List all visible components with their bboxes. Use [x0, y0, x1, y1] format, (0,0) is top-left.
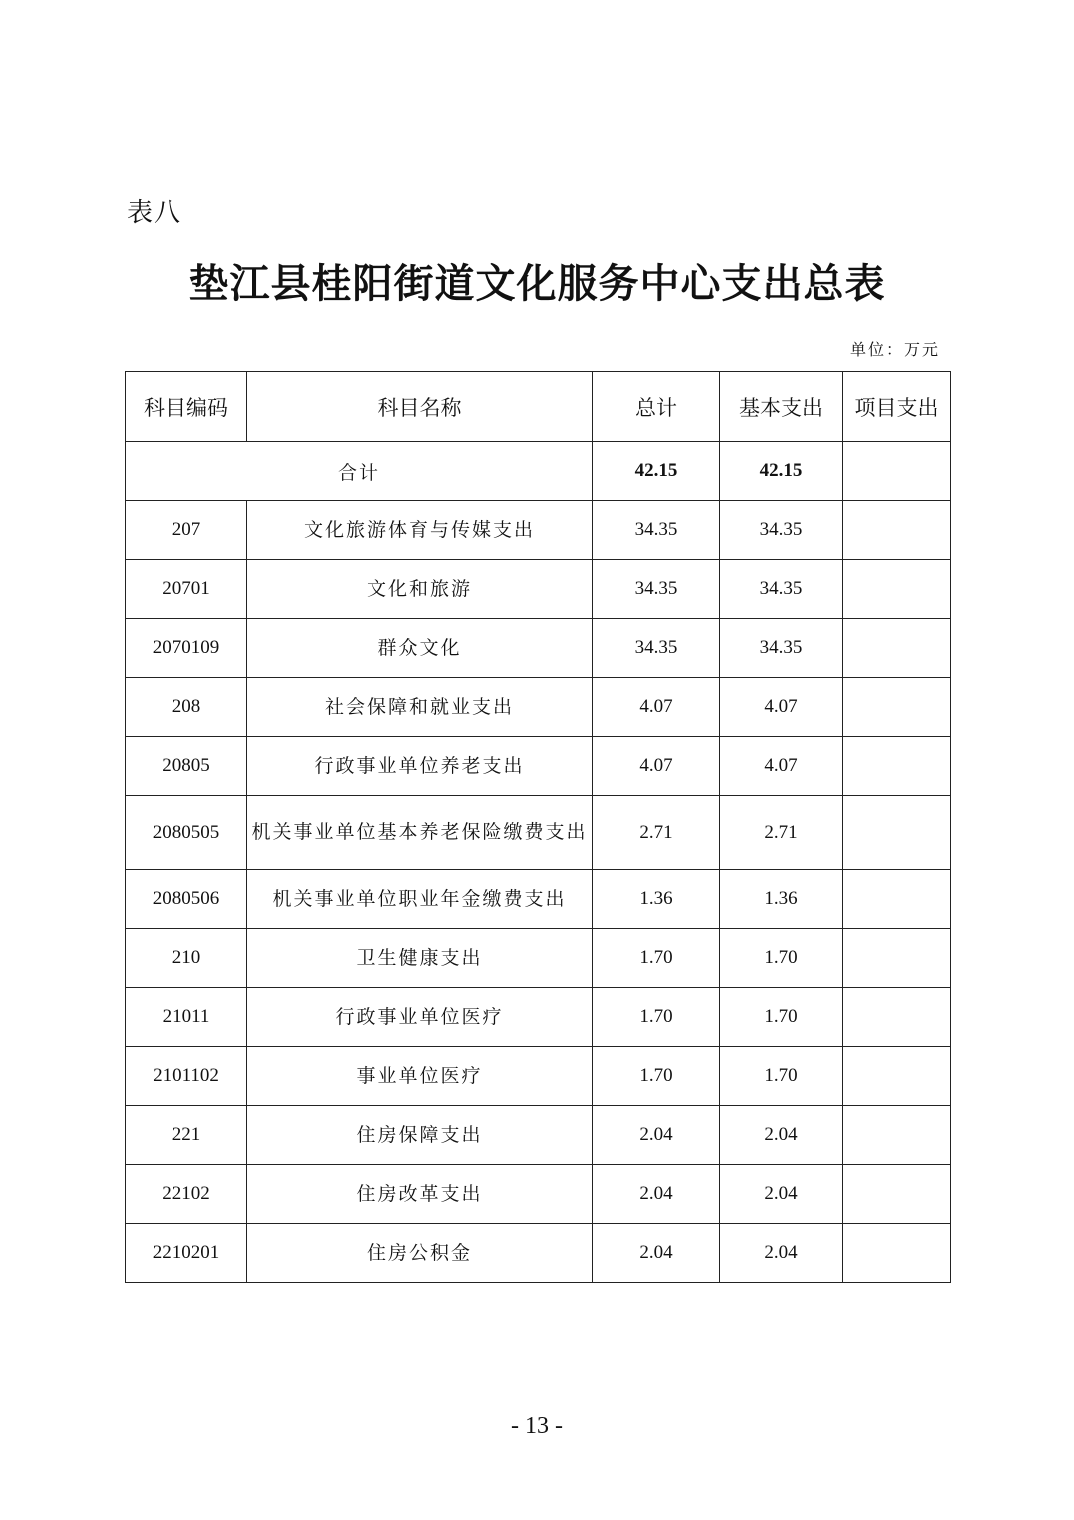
table-row [126, 1224, 951, 1283]
cell-basic: 1.70 [720, 929, 843, 988]
cell-project [843, 988, 951, 1047]
cell-total: 2.04 [593, 1165, 720, 1224]
cell-project [843, 1106, 951, 1165]
table-row [126, 796, 951, 870]
cell-project [843, 929, 951, 988]
table-row [126, 988, 951, 1047]
header-code: 科目编码 [126, 372, 247, 442]
cell-project [843, 1047, 951, 1106]
cell-code: 2070109 [126, 619, 247, 678]
cell-project [843, 619, 951, 678]
cell-code: 20701 [126, 560, 247, 619]
total-total: 42.15 [593, 442, 720, 501]
cell-total: 1.36 [593, 870, 720, 929]
cell-code: 22102 [126, 1165, 247, 1224]
total-label: 合计 [126, 442, 593, 501]
cell-code: 207 [126, 501, 247, 560]
cell-code: 21011 [126, 988, 247, 1047]
cell-project [843, 1224, 951, 1283]
table-row [126, 678, 951, 737]
table-row [126, 1047, 951, 1106]
cell-project [843, 870, 951, 929]
cell-name: 住房保障支出 [247, 1106, 593, 1165]
expense-table [125, 371, 951, 1283]
cell-project [843, 678, 951, 737]
cell-basic: 1.36 [720, 870, 843, 929]
cell-project [843, 737, 951, 796]
cell-code: 2101102 [126, 1047, 247, 1106]
cell-code: 221 [126, 1106, 247, 1165]
cell-code: 2210201 [126, 1224, 247, 1283]
cell-name: 事业单位医疗 [247, 1047, 593, 1106]
cell-total: 2.04 [593, 1224, 720, 1283]
cell-code: 2080506 [126, 870, 247, 929]
cell-basic: 34.35 [720, 619, 843, 678]
table-row [126, 737, 951, 796]
cell-name: 文化和旅游 [247, 560, 593, 619]
total-basic: 42.15 [720, 442, 843, 501]
cell-total: 4.07 [593, 737, 720, 796]
cell-total: 1.70 [593, 1047, 720, 1106]
table-label: 表八 [127, 198, 182, 228]
cell-code: 2080505 [126, 796, 247, 870]
table-row [126, 560, 951, 619]
cell-basic: 34.35 [720, 560, 843, 619]
cell-basic: 2.04 [720, 1165, 843, 1224]
cell-code: 208 [126, 678, 247, 737]
cell-basic: 2.04 [720, 1224, 843, 1283]
cell-total: 34.35 [593, 619, 720, 678]
cell-basic: 2.71 [720, 796, 843, 870]
cell-total: 1.70 [593, 988, 720, 1047]
cell-total: 34.35 [593, 560, 720, 619]
cell-basic: 1.70 [720, 988, 843, 1047]
cell-name: 机关事业单位职业年金缴费支出 [247, 870, 593, 929]
table-row [126, 1165, 951, 1224]
cell-name: 卫生健康支出 [247, 929, 593, 988]
header-row [126, 372, 951, 442]
header-project: 项目支出 [843, 372, 951, 442]
header-name: 科目名称 [247, 372, 593, 442]
cell-name: 行政事业单位养老支出 [247, 737, 593, 796]
cell-name: 社会保障和就业支出 [247, 678, 593, 737]
table-row [126, 501, 951, 560]
cell-name: 住房公积金 [247, 1224, 593, 1283]
cell-project [843, 501, 951, 560]
total-project [843, 442, 951, 501]
cell-project [843, 560, 951, 619]
page-title: 垫江县桂阳街道文化服务中心支出总表 [188, 260, 886, 307]
cell-name: 住房改革支出 [247, 1165, 593, 1224]
cell-basic: 34.35 [720, 501, 843, 560]
cell-total: 2.04 [593, 1106, 720, 1165]
cell-name: 文化旅游体育与传媒支出 [247, 501, 593, 560]
page-number: - 13 - [511, 1413, 563, 1439]
cell-total: 4.07 [593, 678, 720, 737]
header-basic: 基本支出 [720, 372, 843, 442]
table-row [126, 1106, 951, 1165]
table-row [126, 619, 951, 678]
cell-basic: 2.04 [720, 1106, 843, 1165]
table-row [126, 870, 951, 929]
cell-name: 机关事业单位基本养老保险缴费支出 [247, 796, 593, 870]
table-row [126, 929, 951, 988]
cell-total: 34.35 [593, 501, 720, 560]
cell-code: 20805 [126, 737, 247, 796]
table-body [126, 442, 951, 1283]
cell-code: 210 [126, 929, 247, 988]
cell-project [843, 796, 951, 870]
cell-basic: 4.07 [720, 737, 843, 796]
header-total: 总计 [593, 372, 720, 442]
cell-name: 群众文化 [247, 619, 593, 678]
cell-total: 2.71 [593, 796, 720, 870]
total-row [126, 442, 951, 501]
cell-basic: 4.07 [720, 678, 843, 737]
unit-note: 单位：万元 [849, 340, 940, 359]
cell-total: 1.70 [593, 929, 720, 988]
cell-basic: 1.70 [720, 1047, 843, 1106]
cell-project [843, 1165, 951, 1224]
cell-name: 行政事业单位医疗 [247, 988, 593, 1047]
